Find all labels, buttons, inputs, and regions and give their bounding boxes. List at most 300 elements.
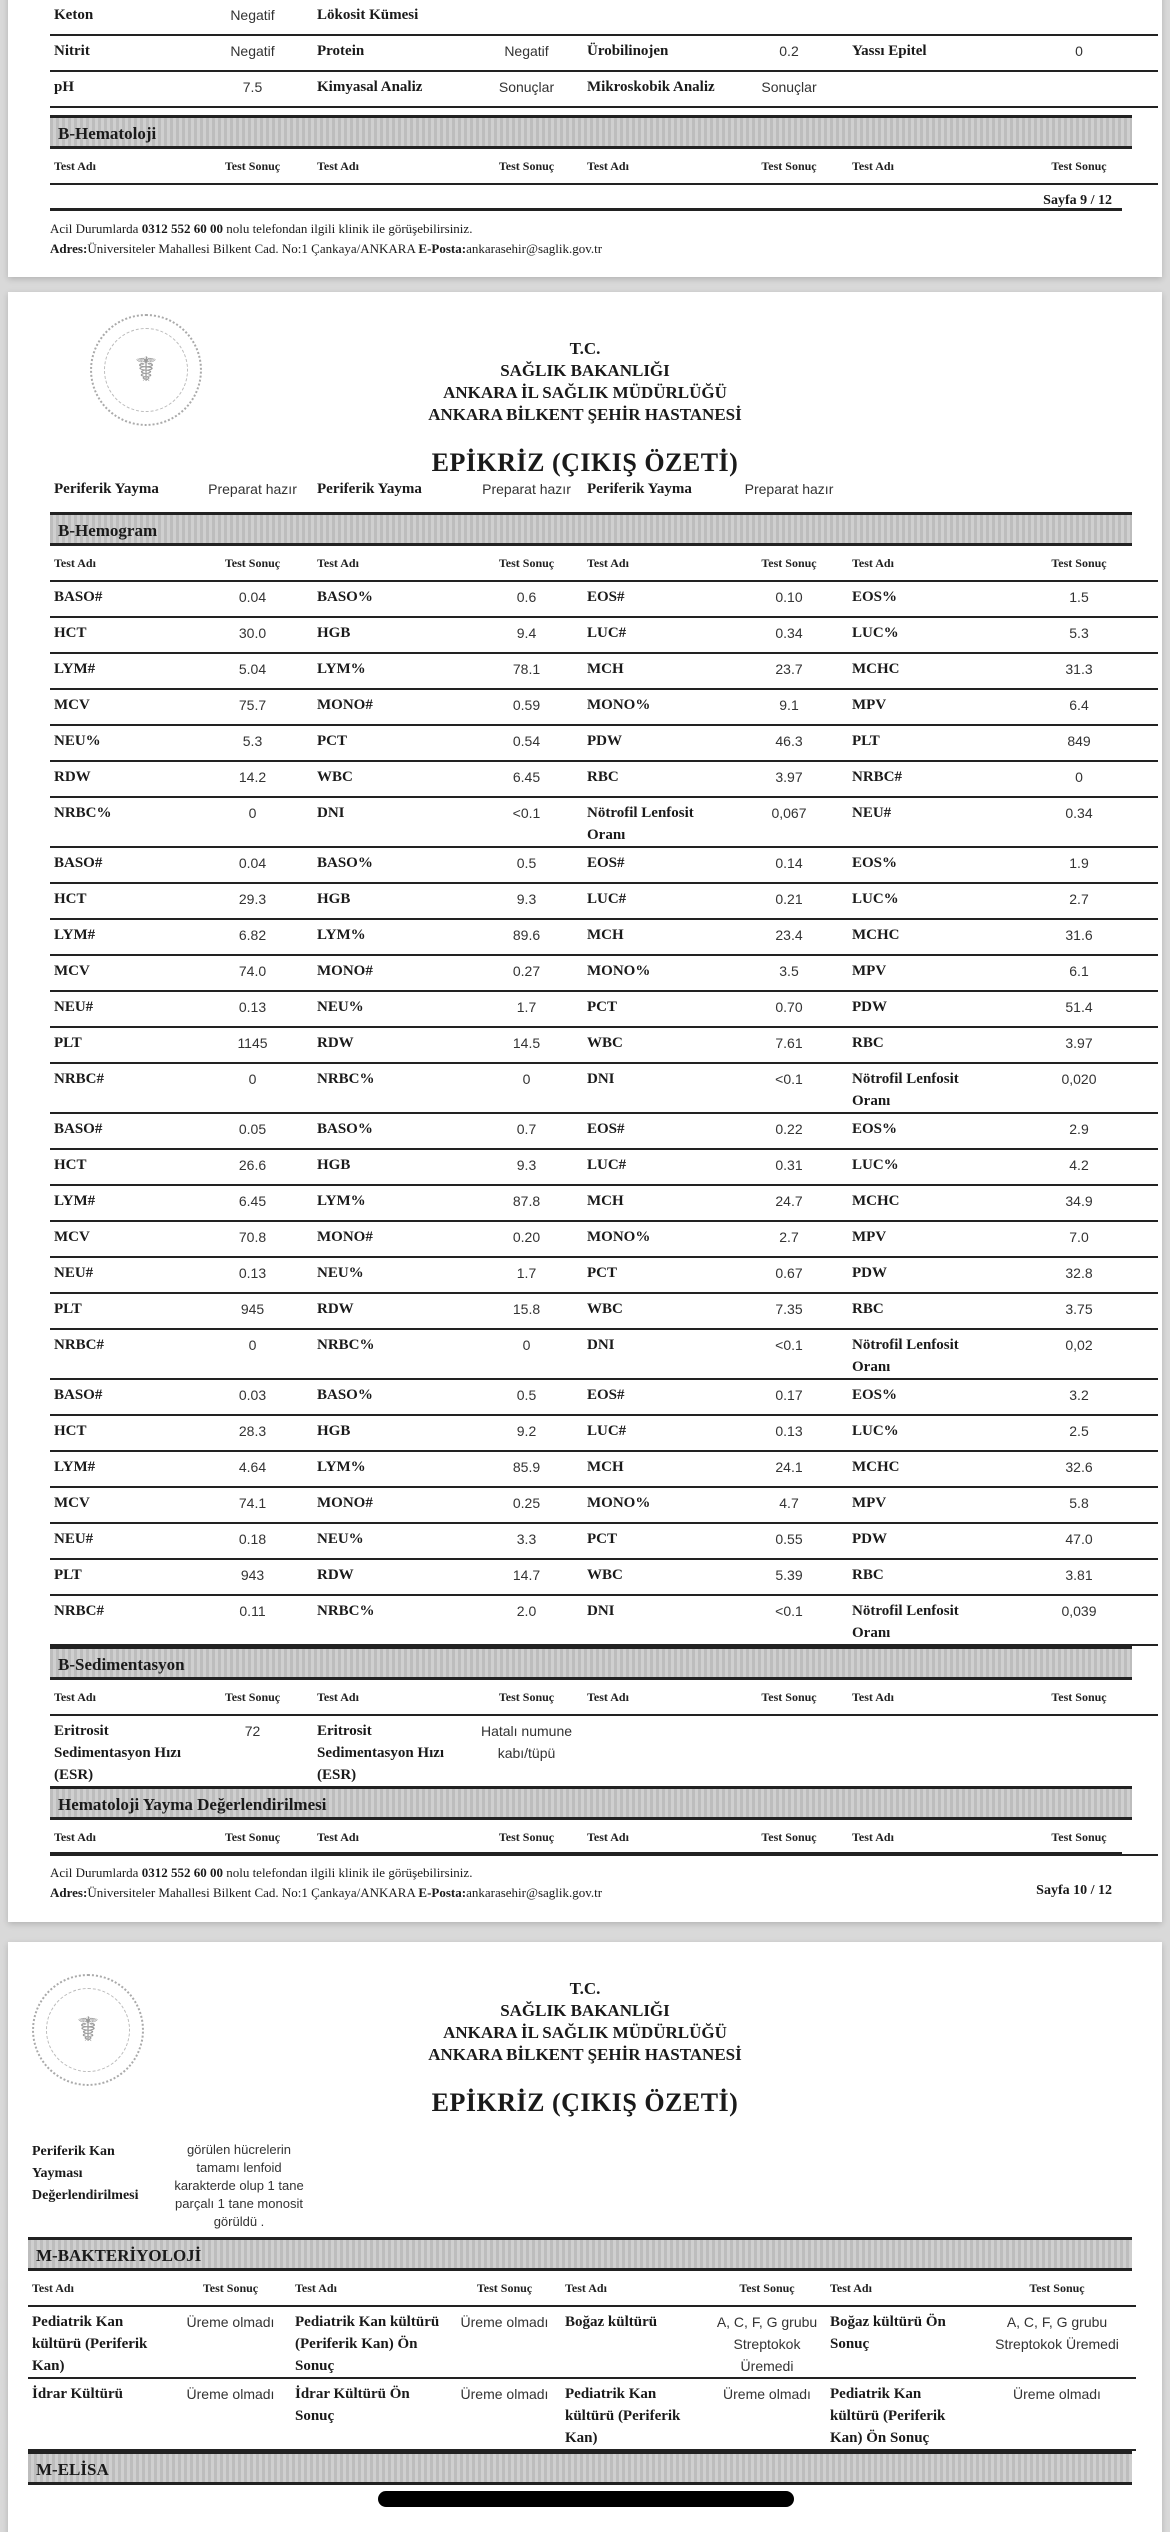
test-name: NEU# bbox=[54, 1265, 94, 1281]
test-name: MCH bbox=[587, 1459, 624, 1475]
test-result: 9.3 bbox=[516, 1157, 537, 1173]
document-title: EPİKRİZ (ÇIKIŞ ÖZETİ) bbox=[431, 448, 739, 477]
col-header-test-adi: Test Adı bbox=[852, 159, 894, 173]
test-result: 2.5 bbox=[1069, 1423, 1089, 1439]
page-number: Sayfa 10 / 12 bbox=[1036, 1883, 1112, 1898]
test-result: 32.6 bbox=[1065, 1459, 1093, 1475]
test-name: EOS% bbox=[852, 1121, 898, 1137]
test-name: EOS% bbox=[852, 855, 898, 871]
test-result: A, C, F, G grubu Streptokok Üremedi bbox=[716, 2314, 818, 2374]
test-name: HGB bbox=[317, 891, 351, 907]
test-result: 28.3 bbox=[238, 1423, 267, 1439]
col-header-test-sonuc: Test Sonuç bbox=[761, 556, 817, 570]
test-result: Negatif bbox=[504, 43, 549, 59]
col-header-test-adi: Test Adı bbox=[587, 159, 629, 173]
test-name: Pediatrik Kan kültürü (Periferik Kan) Ön Sonuç bbox=[830, 2386, 946, 2446]
test-result: <0.1 bbox=[775, 1071, 803, 1087]
test-name: MCH bbox=[587, 661, 624, 677]
test-result: Üreme olmadı bbox=[186, 2314, 275, 2330]
test-name: LYM# bbox=[54, 1459, 96, 1475]
test-name: PCT bbox=[587, 999, 617, 1015]
test-name: EOS% bbox=[852, 1387, 898, 1403]
section-header-yayma: Hematoloji Yayma Değerlendirilmesi bbox=[50, 1786, 1132, 1820]
col-header-test-sonuc: Test Sonuç bbox=[1051, 159, 1107, 173]
test-name: MCHC bbox=[852, 1459, 900, 1475]
test-name: Mikroskobik Analiz bbox=[587, 79, 715, 95]
test-result: 24.1 bbox=[775, 1459, 803, 1475]
test-result: <0.1 bbox=[512, 805, 541, 821]
test-result: 75.7 bbox=[238, 697, 267, 713]
test-name: Lökosit Kümesi bbox=[317, 7, 419, 23]
test-result: 0.25 bbox=[512, 1495, 541, 1511]
test-name: RDW bbox=[54, 769, 91, 785]
col-header-test-adi: Test Adı bbox=[54, 1830, 96, 1844]
test-result: 29.3 bbox=[238, 891, 267, 907]
test-name: NEU# bbox=[852, 805, 892, 821]
col-header-test-adi: Test Adı bbox=[587, 556, 629, 570]
test-result: 9.2 bbox=[516, 1423, 537, 1439]
test-name: MPV bbox=[852, 963, 887, 979]
test-name: LYM# bbox=[54, 1193, 96, 1209]
test-result: 31.3 bbox=[1065, 661, 1093, 677]
test-name: LYM# bbox=[54, 661, 96, 677]
test-name: DNI bbox=[587, 1337, 615, 1353]
test-result: Üreme olmadı bbox=[460, 2386, 549, 2402]
test-result: 0,020 bbox=[1061, 1071, 1097, 1087]
test-name: PLT bbox=[54, 1035, 82, 1051]
test-name: BASO% bbox=[317, 1387, 373, 1403]
test-name: PCT bbox=[587, 1531, 617, 1547]
test-result: 74.1 bbox=[238, 1495, 267, 1511]
test-result: Üreme olmadı bbox=[1013, 2386, 1101, 2402]
test-result: 3.5 bbox=[779, 963, 799, 979]
test-name: LUC% bbox=[852, 891, 899, 907]
test-result: 5.3 bbox=[242, 733, 263, 749]
test-name: HGB bbox=[317, 625, 351, 641]
test-name bbox=[583, 0, 728, 34]
test-result: 7.61 bbox=[775, 1035, 803, 1051]
email-address: ankarasehir@saglik.gov.tr bbox=[466, 241, 603, 256]
test-name: Boğaz kültürü bbox=[565, 2314, 658, 2330]
row-divider bbox=[50, 183, 1158, 185]
test-result: 0.17 bbox=[775, 1387, 803, 1403]
row-divider bbox=[28, 2449, 1136, 2451]
test-name: MCV bbox=[54, 1495, 90, 1511]
test-result: 6.1 bbox=[1069, 963, 1089, 979]
test-result bbox=[728, 1716, 848, 1786]
test-result: A, C, F, G grubu Streptokok Üremedi bbox=[995, 2314, 1119, 2352]
test-name: Keton bbox=[54, 7, 94, 23]
col-header-test-adi: Test Adı bbox=[852, 1690, 894, 1704]
test-name: DNI bbox=[317, 805, 345, 821]
test-name: NRBC% bbox=[317, 1603, 375, 1619]
test-result: 9.1 bbox=[779, 697, 799, 713]
test-name: Nitrit bbox=[54, 43, 90, 59]
test-name bbox=[848, 1716, 998, 1786]
test-name: Nötrofil Lenfosit Oranı bbox=[587, 805, 694, 843]
test-result: 87.8 bbox=[512, 1193, 541, 1209]
test-result: 3.97 bbox=[775, 769, 803, 785]
col-header-test-adi: Test Adı bbox=[317, 159, 359, 173]
test-name: LUC# bbox=[587, 625, 627, 641]
test-result: 6.45 bbox=[238, 1193, 267, 1209]
test-name: LUC% bbox=[852, 1423, 899, 1439]
test-name: NRBC# bbox=[54, 1071, 105, 1087]
test-result: 0.18 bbox=[238, 1531, 267, 1547]
test-name: MONO% bbox=[587, 1229, 651, 1245]
test-name: Nötrofil Lenfosit Oranı bbox=[852, 1603, 959, 1641]
test-result: 0.59 bbox=[512, 697, 541, 713]
bakteriyoloji-table bbox=[28, 2271, 1132, 2451]
test-name: HGB bbox=[317, 1423, 351, 1439]
test-name: MCHC bbox=[852, 1193, 900, 1209]
test-result: 0.2 bbox=[779, 43, 799, 59]
test-name: NRBC# bbox=[54, 1337, 105, 1353]
col-header-test-sonuc: Test Sonuç bbox=[476, 2281, 533, 2295]
test-result: 943 bbox=[240, 1567, 265, 1583]
test-result: 0.10 bbox=[775, 589, 803, 605]
test-result: Preparat hazır bbox=[744, 481, 834, 497]
test-name: MONO# bbox=[317, 697, 373, 713]
test-name: DNI bbox=[587, 1603, 615, 1619]
test-name: PLT bbox=[54, 1301, 82, 1317]
test-result: 0 bbox=[1075, 769, 1083, 785]
test-result: 14.5 bbox=[512, 1035, 541, 1051]
col-header-test-adi: Test Adı bbox=[830, 2281, 872, 2295]
test-result: 0.21 bbox=[775, 891, 803, 907]
test-result: 0.27 bbox=[512, 963, 541, 979]
col-header-test-adi: Test Adı bbox=[32, 2281, 74, 2295]
test-name: NEU% bbox=[317, 1265, 364, 1281]
test-result: 14.2 bbox=[238, 769, 267, 785]
section-header-hematoloji: B-Hematoloji bbox=[50, 115, 1132, 149]
test-name: NEU# bbox=[54, 1531, 94, 1547]
test-name: PDW bbox=[852, 1265, 887, 1281]
test-name: WBC bbox=[587, 1567, 623, 1583]
test-result: 0.13 bbox=[775, 1423, 803, 1439]
test-result: 4.2 bbox=[1069, 1157, 1089, 1173]
test-result: 0.54 bbox=[512, 733, 541, 749]
test-name: HCT bbox=[54, 891, 87, 907]
test-result: 9.4 bbox=[516, 625, 537, 641]
test-result: 2.7 bbox=[779, 1229, 799, 1245]
col-header-test-sonuc: Test Sonuç bbox=[224, 159, 281, 173]
test-name bbox=[848, 72, 998, 106]
test-name bbox=[848, 0, 998, 34]
test-result: 0.22 bbox=[775, 1121, 803, 1137]
test-result: 1145 bbox=[237, 1035, 268, 1051]
test-result: 51.4 bbox=[1065, 999, 1093, 1015]
test-name: PLT bbox=[54, 1567, 82, 1583]
test-result: 0 bbox=[1075, 43, 1083, 59]
test-result: 0.5 bbox=[516, 855, 537, 871]
test-name: DNI bbox=[587, 1071, 615, 1087]
col-header-test-sonuc: Test Sonuç bbox=[1051, 556, 1107, 570]
test-result: 5.39 bbox=[775, 1567, 803, 1583]
sedimentasyon-table bbox=[50, 1680, 1132, 1786]
test-name: Yassı Epitel bbox=[852, 43, 927, 59]
test-name: Nötrofil Lenfosit Oranı bbox=[852, 1071, 959, 1109]
test-result bbox=[998, 0, 1158, 34]
test-name: RDW bbox=[317, 1035, 354, 1051]
test-name: MONO# bbox=[317, 1229, 373, 1245]
test-result: 5.04 bbox=[238, 661, 267, 677]
test-name: BASO% bbox=[317, 855, 373, 871]
test-result: 89.6 bbox=[512, 927, 541, 943]
test-result: 1.7 bbox=[516, 999, 537, 1015]
col-header-test-adi: Test Adı bbox=[565, 2281, 607, 2295]
test-result: 0,039 bbox=[1061, 1603, 1097, 1619]
col-header-test-adi: Test Adı bbox=[587, 1830, 629, 1844]
test-name: Periferik Yayma bbox=[317, 481, 422, 497]
col-header-test-sonuc: Test Sonuç bbox=[224, 1690, 281, 1704]
section-header-bakteriyoloji: M-BAKTERİYOLOJİ bbox=[28, 2237, 1132, 2271]
test-result: Negatif bbox=[230, 43, 275, 59]
test-name: HGB bbox=[317, 1157, 351, 1173]
test-name: PCT bbox=[587, 1265, 617, 1281]
test-result: 0.34 bbox=[1065, 805, 1093, 821]
section-header-sedimentasyon: B-Sedimentasyon bbox=[50, 1646, 1132, 1680]
test-result bbox=[468, 0, 583, 34]
email-address: ankarasehir@saglik.gov.tr bbox=[466, 1885, 603, 1900]
test-name: BASO% bbox=[317, 589, 373, 605]
col-header-test-sonuc: Test Sonuç bbox=[1029, 2281, 1085, 2295]
col-header-test-sonuc: Test Sonuç bbox=[498, 556, 555, 570]
test-result: 0.20 bbox=[512, 1229, 541, 1245]
test-result: 3.3 bbox=[516, 1531, 537, 1547]
test-result: 1.5 bbox=[1069, 589, 1089, 605]
test-result: 3.97 bbox=[1065, 1035, 1093, 1051]
test-result: 0 bbox=[522, 1071, 531, 1087]
col-header-test-adi: Test Adı bbox=[54, 1690, 96, 1704]
test-result: 0.67 bbox=[775, 1265, 803, 1281]
document-title: EPİKRİZ (ÇIKIŞ ÖZETİ) bbox=[431, 2088, 739, 2117]
test-result: 7.5 bbox=[242, 79, 263, 95]
test-name: EOS# bbox=[587, 589, 625, 605]
test-name: BASO# bbox=[54, 589, 103, 605]
test-name: BASO# bbox=[54, 1387, 103, 1403]
test-result: Sonuçlar bbox=[761, 79, 817, 95]
test-name: MONO% bbox=[587, 963, 651, 979]
test-result: 74.0 bbox=[238, 963, 267, 979]
col-header-test-sonuc: Test Sonuç bbox=[1051, 1690, 1107, 1704]
test-result: 849 bbox=[1067, 733, 1091, 749]
home-indicator[interactable] bbox=[378, 2491, 794, 2507]
test-name: PLT bbox=[852, 733, 880, 749]
col-header-test-adi: Test Adı bbox=[852, 1830, 894, 1844]
test-result: 1.7 bbox=[516, 1265, 537, 1281]
test-result: <0.1 bbox=[775, 1337, 803, 1353]
test-result: 2.7 bbox=[1069, 891, 1089, 907]
test-name: Boğaz kültürü Ön Sonuç bbox=[830, 2314, 946, 2352]
test-name: MCHC bbox=[852, 661, 900, 677]
test-result: 0 bbox=[522, 1337, 531, 1353]
col-header-test-sonuc: Test Sonuç bbox=[498, 1690, 555, 1704]
test-name: NRBC# bbox=[54, 1603, 105, 1619]
test-result: 3.2 bbox=[1069, 1387, 1089, 1403]
test-result: 0,067 bbox=[771, 805, 807, 821]
test-result: 4.64 bbox=[238, 1459, 267, 1475]
test-result: 85.9 bbox=[512, 1459, 541, 1475]
col-header-test-sonuc: Test Sonuç bbox=[1051, 1830, 1107, 1844]
test-name: NEU# bbox=[54, 999, 94, 1015]
test-result: 32.8 bbox=[1065, 1265, 1093, 1281]
test-result: 47.0 bbox=[1065, 1531, 1093, 1547]
test-result: Sonuçlar bbox=[498, 79, 555, 95]
test-result bbox=[998, 72, 1158, 106]
test-name: İdrar Kültürü Ön Sonuç bbox=[295, 2386, 410, 2424]
test-name: LYM% bbox=[317, 1459, 366, 1475]
test-result: 15.8 bbox=[512, 1301, 541, 1317]
test-result: 0.13 bbox=[238, 999, 267, 1015]
col-header-test-sonuc: Test Sonuç bbox=[761, 1690, 817, 1704]
test-name: LYM# bbox=[54, 927, 96, 943]
test-name: PDW bbox=[852, 999, 887, 1015]
test-name: NRBC% bbox=[317, 1337, 375, 1353]
col-header-test-adi: Test Adı bbox=[317, 1830, 359, 1844]
test-result: 6.4 bbox=[1069, 697, 1089, 713]
test-name: RDW bbox=[317, 1301, 354, 1317]
page-footer: Acil Durumlarda 0312 552 60 00 nolu telefondan ilgili klinik ile görüşebilirsiniz. Adres:Üniversiteler Mahallesi Bilkent Cad. No:1 Çankaya/ANKARA E-Posta:ankarasehir@saglik.gov.tr Sayfa 9 / 12 bbox=[50, 208, 1122, 259]
test-name: HCT bbox=[54, 625, 87, 641]
test-name: Ürobilinojen bbox=[587, 43, 669, 59]
test-result: <0.1 bbox=[775, 1603, 803, 1619]
kan-yayma-row: Periferik Kan Yayması Değerlendirilmesi görülen hücrelerin tamamı lenfoid karakterde olup 1 tane parçalı 1 tane monosit görüldü . bbox=[32, 2142, 304, 2229]
test-name: Kimyasal Analiz bbox=[317, 79, 423, 95]
test-result: Negatif bbox=[230, 7, 275, 23]
test-result: 78.1 bbox=[512, 661, 541, 677]
test-name: LUC# bbox=[587, 891, 627, 907]
test-name: Periferik Yayma bbox=[587, 481, 692, 497]
test-result: 0.34 bbox=[775, 625, 803, 641]
empty-cell bbox=[998, 474, 1158, 508]
test-name: Eritrosit Sedimentasyon Hızı (ESR) bbox=[317, 1723, 445, 1783]
test-result: 2.9 bbox=[1069, 1121, 1089, 1137]
test-result: 31.6 bbox=[1065, 927, 1093, 943]
test-name: BASO# bbox=[54, 1121, 103, 1137]
test-name: BASO% bbox=[317, 1121, 373, 1137]
hemogram-table bbox=[50, 546, 1132, 1646]
test-name: BASO# bbox=[54, 855, 103, 871]
col-header-test-sonuc: Test Sonuç bbox=[739, 2281, 795, 2295]
test-result: 72 bbox=[244, 1723, 261, 1739]
test-name: MCH bbox=[587, 927, 624, 943]
test-name: EOS# bbox=[587, 1121, 625, 1137]
col-header-test-adi: Test Adı bbox=[317, 556, 359, 570]
test-name: LYM% bbox=[317, 927, 366, 943]
test-name: RBC bbox=[852, 1567, 884, 1583]
document-header: T.C. SAĞLIK BAKANLIĞI ANKARA İL SAĞLIK MÜDÜRLÜĞÜ ANKARA BİLKENT ŞEHİR HASTANESİ EPİKRİZ (ÇIKIŞ ÖZETİ) bbox=[8, 1978, 1162, 2118]
test-result: 5.8 bbox=[1069, 1495, 1089, 1511]
test-result: 0.6 bbox=[516, 589, 537, 605]
test-result: 945 bbox=[240, 1301, 265, 1317]
test-result: 3.81 bbox=[1065, 1567, 1093, 1583]
test-name: Pediatrik Kan kültürü (Periferik Kan) Ön Sonuç bbox=[295, 2314, 440, 2374]
test-result bbox=[728, 0, 848, 34]
test-result: 0.04 bbox=[238, 855, 267, 871]
test-name: RDW bbox=[317, 1567, 354, 1583]
page-footer: Acil Durumlarda 0312 552 60 00 nolu telefondan ilgili klinik ile görüşebilirsiniz. Adres:Üniversiteler Mahallesi Bilkent Cad. No:1 Çankaya/ANKARA E-Posta:ankarasehir@saglik.gov.tr Sayfa 10 / 12 bbox=[50, 1852, 1122, 1903]
col-header-test-sonuc: Test Sonuç bbox=[202, 2281, 259, 2295]
test-name: MONO% bbox=[587, 1495, 651, 1511]
test-name: Pediatrik Kan kültürü (Periferik Kan) bbox=[565, 2386, 681, 2446]
test-result: 0.7 bbox=[516, 1121, 537, 1137]
test-result: 24.7 bbox=[775, 1193, 803, 1209]
test-name: MCV bbox=[54, 697, 90, 713]
test-name: NRBC% bbox=[317, 1071, 375, 1087]
test-name: MONO# bbox=[317, 1495, 373, 1511]
test-result: Üreme olmadı bbox=[460, 2314, 549, 2330]
empty-cell bbox=[848, 474, 998, 508]
test-name bbox=[583, 1716, 728, 1786]
test-name: MCV bbox=[54, 1229, 90, 1245]
test-result: 70.8 bbox=[238, 1229, 267, 1245]
yayma-table-header bbox=[50, 1820, 1132, 1856]
caduceus-icon: ☤ bbox=[76, 2012, 100, 2049]
test-name: LUC# bbox=[587, 1423, 627, 1439]
test-name: WBC bbox=[317, 769, 353, 785]
test-result: 6.82 bbox=[238, 927, 267, 943]
emergency-phone: 0312 552 60 00 bbox=[141, 221, 223, 236]
test-name: Periferik Yayma bbox=[54, 481, 159, 497]
col-header-test-adi: Test Adı bbox=[317, 1690, 359, 1704]
test-result: 0.14 bbox=[775, 855, 803, 871]
section-header-hemogram: B-Hemogram bbox=[50, 512, 1132, 546]
test-result: 46.3 bbox=[775, 733, 803, 749]
test-name: WBC bbox=[587, 1301, 623, 1317]
test-result: 34.9 bbox=[1065, 1193, 1093, 1209]
test-name: PCT bbox=[317, 733, 347, 749]
test-name: PDW bbox=[852, 1531, 887, 1547]
test-name: NRBC% bbox=[54, 805, 112, 821]
test-name: RBC bbox=[852, 1035, 884, 1051]
test-name: HCT bbox=[54, 1157, 87, 1173]
test-result: 0.31 bbox=[775, 1157, 803, 1173]
test-result: 7.35 bbox=[775, 1301, 803, 1317]
col-header-test-adi: Test Adı bbox=[295, 2281, 337, 2295]
caduceus-icon: ☤ bbox=[134, 352, 158, 389]
test-result: 0.13 bbox=[238, 1265, 267, 1281]
document-header: T.C. SAĞLIK BAKANLIĞI ANKARA İL SAĞLIK MÜDÜRLÜĞÜ ANKARA BİLKENT ŞEHİR HASTANESİ EPİKRİZ (ÇIKIŞ ÖZETİ) bbox=[8, 338, 1162, 478]
test-result: 6.45 bbox=[512, 769, 541, 785]
test-result: 23.4 bbox=[775, 927, 803, 943]
test-result: 0.5 bbox=[516, 1387, 537, 1403]
test-result: 0 bbox=[248, 1071, 257, 1087]
test-result: 0 bbox=[248, 1337, 257, 1353]
row-divider bbox=[50, 106, 1158, 108]
test-result: Preparat hazır bbox=[208, 481, 297, 497]
test-result: 1.9 bbox=[1069, 855, 1089, 871]
test-name: MPV bbox=[852, 1229, 887, 1245]
test-result: 0.11 bbox=[239, 1603, 266, 1619]
col-header-test-adi: Test Adı bbox=[54, 556, 96, 570]
test-result: 5.3 bbox=[1069, 625, 1089, 641]
test-result: 2.0 bbox=[516, 1603, 537, 1619]
test-result: 4.7 bbox=[779, 1495, 799, 1511]
test-result: 0 bbox=[248, 805, 257, 821]
test-result: 0.70 bbox=[775, 999, 803, 1015]
col-header-test-sonuc: Test Sonuç bbox=[498, 1830, 555, 1844]
test-result: 0.55 bbox=[775, 1531, 803, 1547]
page-number: Sayfa 9 / 12 bbox=[1043, 193, 1112, 208]
test-result: 0.03 bbox=[238, 1387, 267, 1403]
test-result: 3.75 bbox=[1065, 1301, 1093, 1317]
test-name: NEU% bbox=[54, 733, 101, 749]
row-divider bbox=[50, 1644, 1158, 1646]
test-name: WBC bbox=[587, 1035, 623, 1051]
test-name: Eritrosit Sedimentasyon Hızı (ESR) bbox=[54, 1723, 182, 1783]
hematoloji-table-header bbox=[50, 149, 1132, 185]
